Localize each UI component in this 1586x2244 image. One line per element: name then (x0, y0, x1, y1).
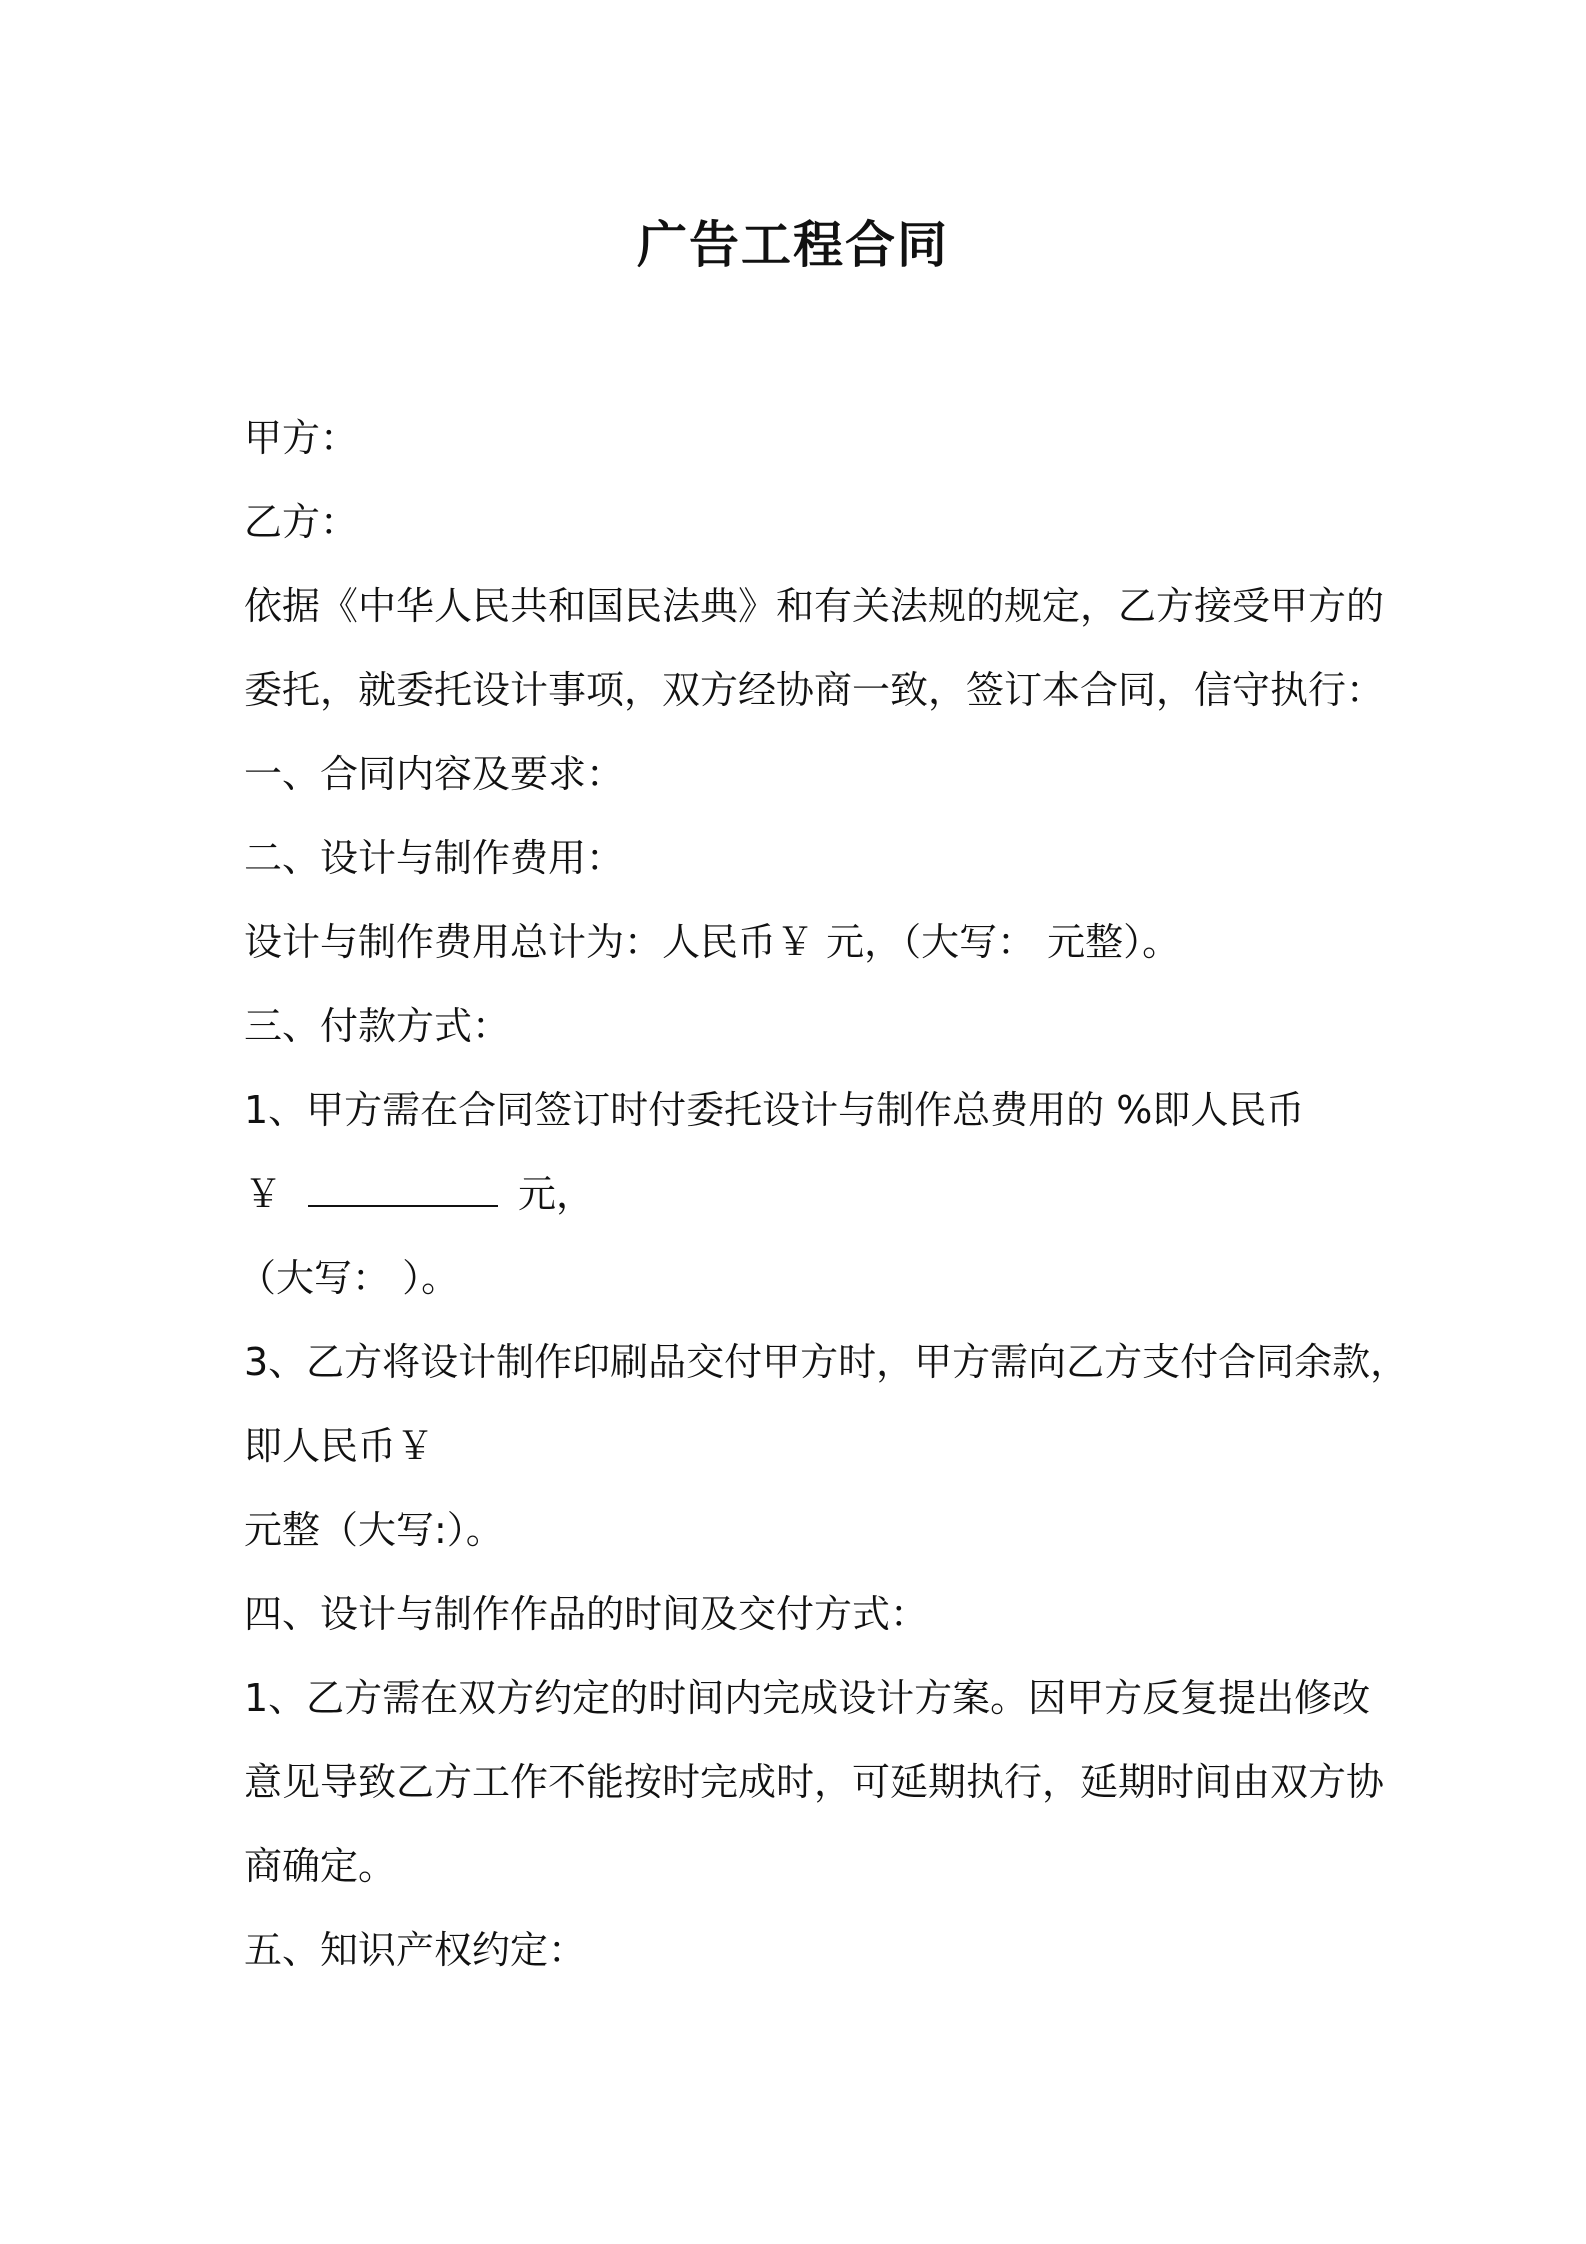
amount-unit: 元， (518, 1172, 595, 1216)
payment-3-line-2: 即人民币￥ (244, 1424, 435, 1468)
fee-total-line: 设计与制作费用总计为：人民币￥ 元，（大写： 元整）。 (244, 920, 1181, 964)
payment-1-line-1: 1、甲方需在合同签订时付委托设计与制作总费用的 %即人民币 (244, 1088, 1305, 1132)
document-title: 广告工程合同 (637, 216, 949, 274)
time-1-line-1: 1、乙方需在双方约定的时间内完成设计方案。因甲方反复提出修改 (244, 1676, 1371, 1720)
party-b-label: 乙方： (244, 500, 359, 544)
time-1-line-2: 意见导致乙方工作不能按时完成时，可延期执行，延期时间由双方协 (244, 1760, 1385, 1804)
section-2-heading: 二、设计与制作费用： (244, 836, 625, 880)
payment-3-line-3: 元整（大写:）。 (244, 1508, 504, 1552)
yen-symbol: ￥ (244, 1172, 283, 1216)
intro-paragraph-line-2: 委托，就委托设计事项，双方经协商一致，签订本合同，信守执行： (244, 668, 1385, 712)
payment-1-caps-line: （大写： ）。 (238, 1256, 460, 1300)
section-4-heading: 四、设计与制作作品的时间及交付方式： (244, 1592, 929, 1636)
section-1-heading: 一、合同内容及要求： (244, 752, 625, 796)
section-3-heading: 三、付款方式： (244, 1004, 511, 1048)
payment-3-line-1: 3、乙方将设计制作印刷品交付甲方时，甲方需向乙方支付合同余款， (244, 1340, 1409, 1384)
intro-paragraph-line-1: 依据《中华人民共和国民法典》和有关法规的规定，乙方接受甲方的 (244, 584, 1385, 628)
payment-1-amount-line (244, 1168, 594, 1220)
party-a-label: 甲方： (244, 416, 359, 460)
time-1-line-3: 商确定。 (244, 1844, 397, 1888)
section-5-heading: 五、知识产权约定： (244, 1928, 587, 1972)
amount-blank-field (308, 1173, 498, 1207)
